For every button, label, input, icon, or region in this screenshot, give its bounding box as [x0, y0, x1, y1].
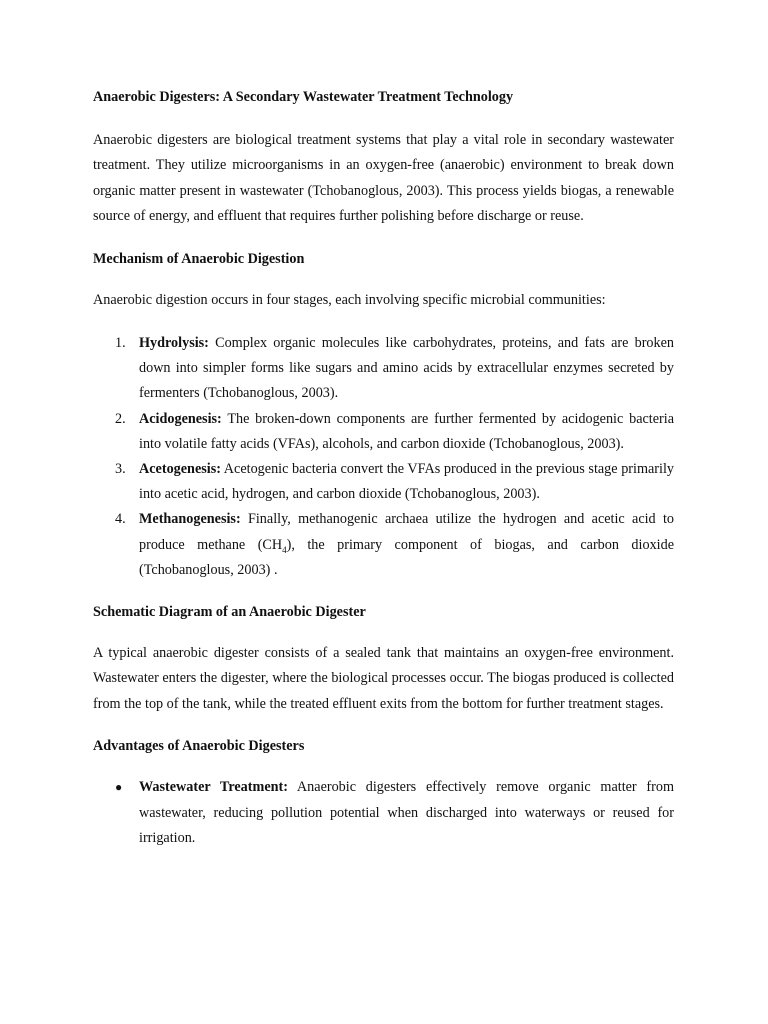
stage-text: Complex organic molecules like carbohydrates, proteins, and fats are broken down into simpler forms like sugars and amino acids by extracellular enzymes secreted by fermenters (Tchobanoglous, 2003). — [139, 335, 674, 402]
list-number: 3. — [115, 461, 126, 478]
advantage-term: Wastewater Treatment: — [139, 779, 288, 796]
list-item — [93, 775, 674, 851]
stage-term: Hydrolysis: — [139, 335, 209, 352]
document-page — [93, 86, 674, 852]
advantages-heading: Advantages of Anaerobic Digesters — [93, 738, 305, 755]
stages-list — [93, 331, 674, 583]
list-number: 4. — [115, 511, 126, 528]
mechanism-lead: Anaerobic digestion occurs in four stages, each involving specific microbial communities: — [93, 291, 606, 308]
document-title: Anaerobic Digesters: A Secondary Wastewater Treatment Technology — [93, 89, 514, 105]
list-item — [93, 331, 674, 407]
list-number: 1. — [115, 335, 126, 352]
schematic-heading: Schematic Diagram of an Anaerobic Digester — [93, 604, 366, 621]
stage-text-continued: ), the primary component of biogas, and carbon dioxide (Tchobanoglous, 2003) . — [139, 536, 674, 578]
intro-paragraph: Anaerobic digesters are biological treatment systems that play a vital role in secondary wastewater treatment. They utilize microorganisms in an oxygen-free (anaerobic) environment to break down organic matter present in wastewater (Tchobanoglous, 2003). This process yields biogas, a renewable source of energy, and effluent that requires further polishing before discharge or reuse. — [93, 132, 674, 225]
list-item — [93, 407, 674, 457]
bullet-icon: ● — [115, 780, 123, 795]
list-number: 2. — [115, 410, 126, 427]
stage-text: Finally, methanogenic archaea utilize the hydrogen and acetic acid to produce methane (CH — [139, 511, 674, 553]
stage-text: The broken-down components are further fermented by acidogenic bacteria into volatile fatty acids (VFAs), alcohols, and carbon dioxide (Tchobanoglous, 2003). — [139, 410, 674, 452]
list-item — [93, 457, 674, 507]
mechanism-heading: Mechanism of Anaerobic Digestion — [93, 250, 305, 267]
stage-term: Methanogenesis: — [139, 511, 241, 528]
advantages-list — [93, 775, 674, 851]
advantage-text: Anaerobic digesters effectively remove organic matter from wastewater, reducing pollution potential when discharged into waterways or reused for irrigation. — [139, 779, 674, 847]
methane-subscript: 4 — [282, 544, 287, 555]
stage-text: Acetogenic bacteria convert the VFAs produced in the previous stage primarily into acetic acid, hydrogen, and carbon dioxide (Tchobanoglous, 2003). — [139, 461, 674, 503]
stage-term: Acidogenesis: — [139, 410, 222, 427]
list-item — [93, 507, 674, 583]
schematic-paragraph: A typical anaerobic digester consists of a sealed tank that maintains an oxygen-free environment. Wastewater enters the digester, where the biological processes occur. The biogas produced is collected from the top of the tank, while the treated effluent exits from the bottom for further treatment stages. — [93, 645, 674, 712]
stage-term: Acetogenesis: — [139, 461, 221, 478]
